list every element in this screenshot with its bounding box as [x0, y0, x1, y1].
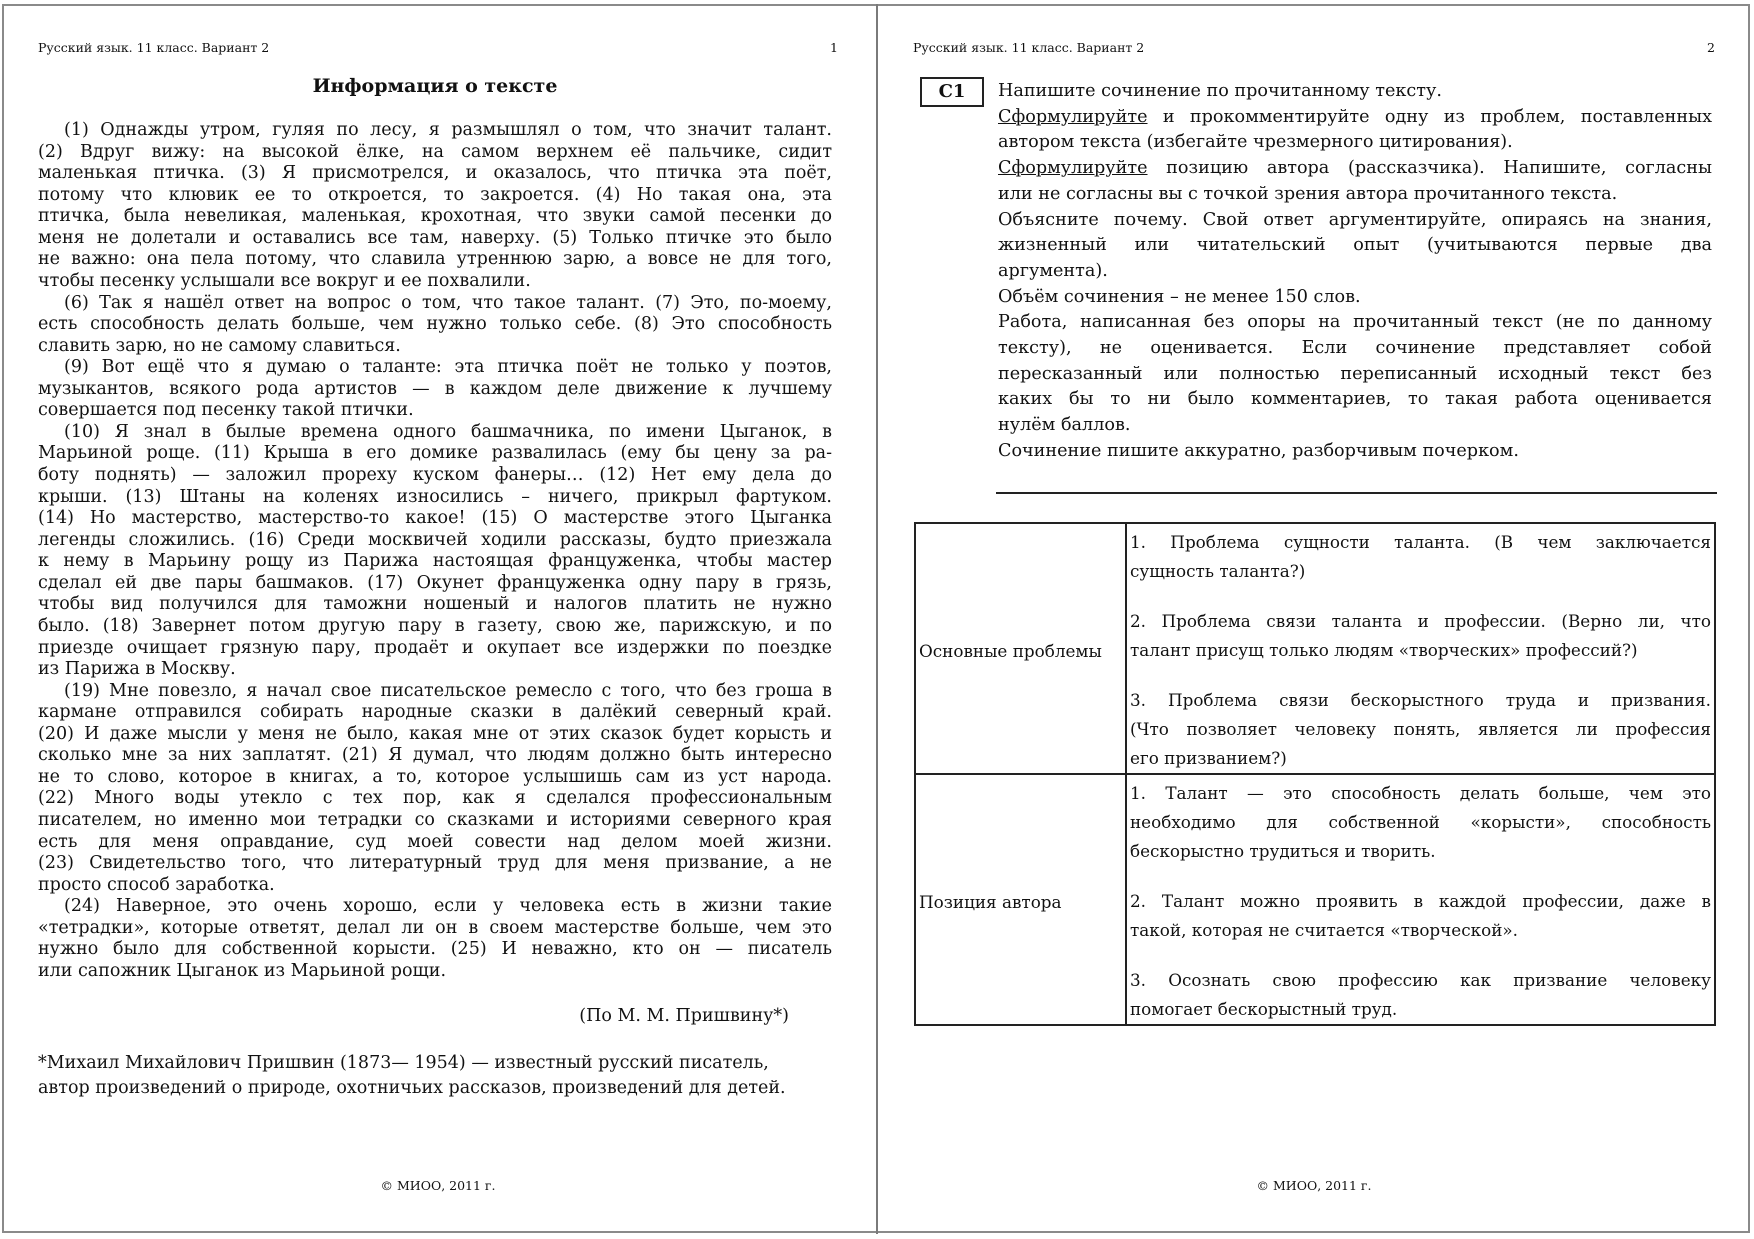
- item-line: 3. Осознать свою профессию как призвание человеку: [1130, 970, 1711, 990]
- text-line: нужно было для собственной корысти. (25) И неважно, кто он — писатель: [38, 939, 832, 960]
- instruction-line: [998, 387, 1712, 413]
- text-line: не то слово, которое в книгах, а то, которое услышишь сам из уст народа.: [38, 766, 832, 787]
- item-line: сущность таланта?): [1130, 561, 1306, 581]
- text-line: было. (18) Завернет потом другую пару в газету, свою же, парижскую, и по: [38, 615, 832, 636]
- instruction-text: тексту), не оценивается. Если сочинение представляет собой: [998, 338, 1712, 359]
- text-line: легенды сложились. (16) Среди москвичей ходили рассказы, будто приезжала: [38, 529, 832, 550]
- copyright: © МИОО, 2011 г.: [1256, 1178, 1372, 1193]
- instruction-line: [998, 336, 1712, 362]
- text-line: (22) Много воды утекло с тех пор, как я сделался профессиональным: [38, 788, 832, 809]
- table-row: [915, 774, 1715, 1025]
- instruction-line: [998, 362, 1712, 388]
- text-line: из Парижа в Москву.: [38, 659, 236, 680]
- instruction-text: или не согласны вы с точкой зрения автора прочитанного текста.: [998, 183, 1618, 204]
- instruction-paragraph: [998, 208, 1712, 285]
- text-line: (19) Мне повезло, я начал свое писательское ремесло с того, что без гроша в: [64, 680, 832, 701]
- text-line: есть способность делать больше, чем нужно только себе. (8) Это способность: [38, 314, 832, 335]
- story-text: [38, 120, 832, 983]
- text-line: (20) И даже мысли у меня не было, какая мне от этих сказок будет корысть и: [38, 723, 832, 744]
- item-line: помогает бескорыстный труд.: [1130, 999, 1398, 1019]
- text-line: потому что клювик ее то откроется, то закроется. (4) Но такая она, эта: [38, 184, 832, 205]
- table-item: [1130, 966, 1711, 1024]
- paragraph: [38, 681, 832, 897]
- page-header: Русский язык. 11 класс. Вариант 2: [913, 40, 1145, 55]
- item-line: 2. Проблема связи таланта и профессии. (Верно ли, что: [1130, 611, 1711, 631]
- copyright: © МИОО, 2011 г.: [380, 1178, 496, 1193]
- instruction-line: [998, 156, 1712, 182]
- text-line: меня не долетали и оставались все там, наверху. (5) Только птичке это было: [38, 227, 832, 248]
- text-line: кармане отправился собирать народные сказки в далёкий северный край.: [38, 702, 832, 723]
- instruction-text: пересказанный или полностью переписанный исходный текст без: [998, 363, 1712, 384]
- instruction-text: аргумента).: [998, 260, 1108, 281]
- criteria-table: [914, 522, 1716, 1026]
- instruction-line: [998, 259, 1712, 285]
- text-line: (9) Вот ещё что я думаю о таланте: эта птичка поёт не только у поэтов,: [64, 357, 832, 378]
- text-line: (10) Я знал в былые времена одного башмачника, по имени Цыганок, в: [64, 421, 832, 442]
- text-line: чтобы песенку услышали все вокруг и ее похвалили.: [38, 270, 531, 291]
- paragraph: [38, 120, 832, 293]
- item-line: талант присущ только людям «творческих» профессий?): [1130, 640, 1638, 660]
- row-items: [1126, 523, 1715, 774]
- table-item: [1130, 779, 1711, 866]
- item-line: его призванием?): [1130, 748, 1287, 768]
- instruction-paragraph: [998, 105, 1712, 156]
- text-line: (23) Свидетельство того, что литературный труд для меня призвание, а не: [38, 853, 832, 874]
- page-number: 2: [1707, 40, 1715, 55]
- text-line: (24) Наверное, это очень хорошо, если у человека есть в жизни такие: [64, 896, 832, 917]
- text-line: или сапожник Цыганок из Марьиной рощи.: [38, 960, 447, 981]
- text-line: «тетрадки», которые ответят, делал ли он в своем мастерстве больше, чем это: [38, 917, 832, 938]
- footnote-line: *Михаил Михайлович Пришвин (1873— 1954) — известный русский писатель,: [38, 1053, 769, 1073]
- instruction-text: Работа, написанная без опоры на прочитанный текст (не по данному: [998, 312, 1712, 333]
- text-line: маленькая птичка. (3) Я присмотрелся, и оказалось, что птичка эта поёт,: [38, 163, 832, 184]
- text-line: музыкантов, всякого рода артистов — в каждом деле движение к лучшему: [38, 378, 832, 399]
- instruction-line: [998, 439, 1712, 465]
- page-header: Русский язык. 11 класс. Вариант 2: [38, 40, 270, 55]
- paragraph: [38, 422, 832, 681]
- instruction-paragraph: [998, 310, 1712, 439]
- table-row: [915, 523, 1715, 774]
- instruction-text: нулём баллов.: [998, 415, 1131, 436]
- instruction-line: [998, 285, 1712, 311]
- row-label: Основные проблемы: [915, 523, 1126, 774]
- instruction-line: [998, 413, 1712, 439]
- text-line: птичка, была невеликая, маленькая, крохотная, что звуки самой песенки до: [38, 206, 832, 227]
- instruction-line: [998, 233, 1712, 259]
- item-line: бескорыстно трудиться и творить.: [1130, 841, 1436, 861]
- instruction-line: [998, 208, 1712, 234]
- item-line: 2. Талант можно проявить в каждой профессии, даже в: [1130, 891, 1711, 911]
- source-attribution: (По М. М. Пришвину*): [579, 1006, 789, 1026]
- text-line: не важно: она пела потому, что славила утреннюю зарю, а вовсе не для того,: [38, 249, 832, 270]
- footnote-line: автор произведений о природе, охотничьих рассказов, произведений для детей.: [38, 1078, 786, 1098]
- page-number: 1: [830, 40, 838, 55]
- text-line: крыши. (13) Штаны на коленях износились – ничего, прикрыл фартуком.: [38, 486, 832, 507]
- table-item: [1130, 686, 1711, 773]
- text-line: писателем, но именно мои тетрадки со сказками и историями северного края: [38, 810, 832, 830]
- page-title: Информация о тексте: [312, 75, 558, 97]
- item-line: (Что позволяет человеку понять, является ли профессия: [1130, 719, 1711, 739]
- task-instructions: [998, 79, 1712, 465]
- text-line: есть для меня оправдание, суд моей совести над делом моей жизни.: [38, 831, 832, 852]
- table-item: [1130, 887, 1711, 945]
- instruction-text: жизненный или читательский опыт (учитываются первые два: [998, 235, 1712, 256]
- item-line: 1. Проблема сущности таланта. (В чем заключается: [1130, 532, 1711, 552]
- instruction-text: автором текста (избегайте чрезмерного цитирования).: [998, 132, 1513, 153]
- table-item: [1130, 528, 1711, 586]
- text-line: Марьиной роще. (11) Крыша в его домике развалилась (ему бы цену за ра-: [38, 443, 832, 464]
- horizontal-rule: [996, 492, 1717, 494]
- instruction-text: Напишите сочинение по прочитанному тексту.: [998, 81, 1442, 101]
- text-line: (2) Вдруг вижу: на высокой ёлке, на самом верхнем её пальчике, сидит: [38, 141, 832, 162]
- text-line: сколько мне за них заплатят. (21) Я думал, что людям должно быть интересно: [38, 745, 832, 766]
- instruction-line: [998, 182, 1712, 208]
- instruction-line: [998, 105, 1712, 131]
- paragraph: [38, 896, 832, 982]
- instruction-paragraph: [998, 79, 1712, 105]
- underlined-keyword: Сформулируйте: [998, 158, 1148, 179]
- item-line: 1. Талант — это способность делать больше, чем это: [1130, 783, 1711, 803]
- instruction-line: [998, 130, 1712, 156]
- instruction-text: Объём сочинения – не менее 150 слов.: [998, 286, 1361, 307]
- instruction-text: Объясните почему. Свой ответ аргументируйте, опираясь на знания,: [998, 209, 1712, 230]
- text-line: (6) Так я нашёл ответ на вопрос о том, что такое талант. (7) Это, по-моему,: [64, 292, 832, 313]
- item-line: необходимо для собственной «корысти», способность: [1130, 812, 1711, 832]
- instruction-paragraph: [998, 156, 1712, 207]
- instruction-line: [998, 310, 1712, 336]
- text-line: сделал ей две пары башмаков. (17) Окунет француженка одну пару в грязь,: [38, 572, 832, 593]
- instruction-text: позицию автора (рассказчика). Напишите, согласны: [1147, 158, 1712, 179]
- instruction-paragraph: [998, 285, 1712, 311]
- item-line: 3. Проблема связи бескорыстного труда и призвания.: [1130, 690, 1711, 710]
- instruction-text: и прокомментируйте одну из проблем, поставленных: [1147, 106, 1712, 127]
- paragraph: [38, 357, 832, 422]
- paragraph: [38, 293, 832, 358]
- underlined-keyword: Сформулируйте: [998, 106, 1148, 127]
- text-line: славить зарю, но не самому славиться.: [38, 335, 401, 356]
- instruction-text: Сочинение пишите аккуратно, разборчивым почерком.: [998, 440, 1519, 461]
- text-line: (14) Но мастерство, мастерство-то какое! (15) О мастерстве этого Цыганка: [38, 508, 832, 529]
- text-line: совершается под песенку такой птички.: [38, 400, 414, 421]
- row-items: [1126, 774, 1715, 1025]
- text-line: просто способ заработка.: [38, 874, 275, 895]
- text-line: к нему в Марьину рощу из Парижа настоящая француженка, чтобы мастер: [38, 551, 832, 572]
- text-line: (1) Однажды утром, гуляя по лесу, я размышлял о том, что значит талант.: [64, 120, 832, 140]
- text-line: боту поднять) — заложил прореху куском фанеры… (12) Нет ему дела до: [38, 465, 832, 485]
- instruction-paragraph: [998, 439, 1712, 465]
- row-label: Позиция автора: [915, 774, 1126, 1025]
- task-label-box: С1: [920, 77, 984, 107]
- instruction-line: [998, 79, 1712, 105]
- table-item: [1130, 607, 1711, 665]
- item-line: такой, которая не считается «творческой».: [1130, 920, 1518, 940]
- instruction-text: каких бы то ни было комментариев, то такая работа оценивается: [998, 389, 1712, 410]
- text-line: чтобы вид получился для таможни ношеный и налогов платить не нужно: [38, 594, 832, 615]
- text-line: приезде очищает грязную пару, продаёт и окупает все издержки по поездке: [38, 637, 832, 658]
- footnote: [38, 1051, 841, 1101]
